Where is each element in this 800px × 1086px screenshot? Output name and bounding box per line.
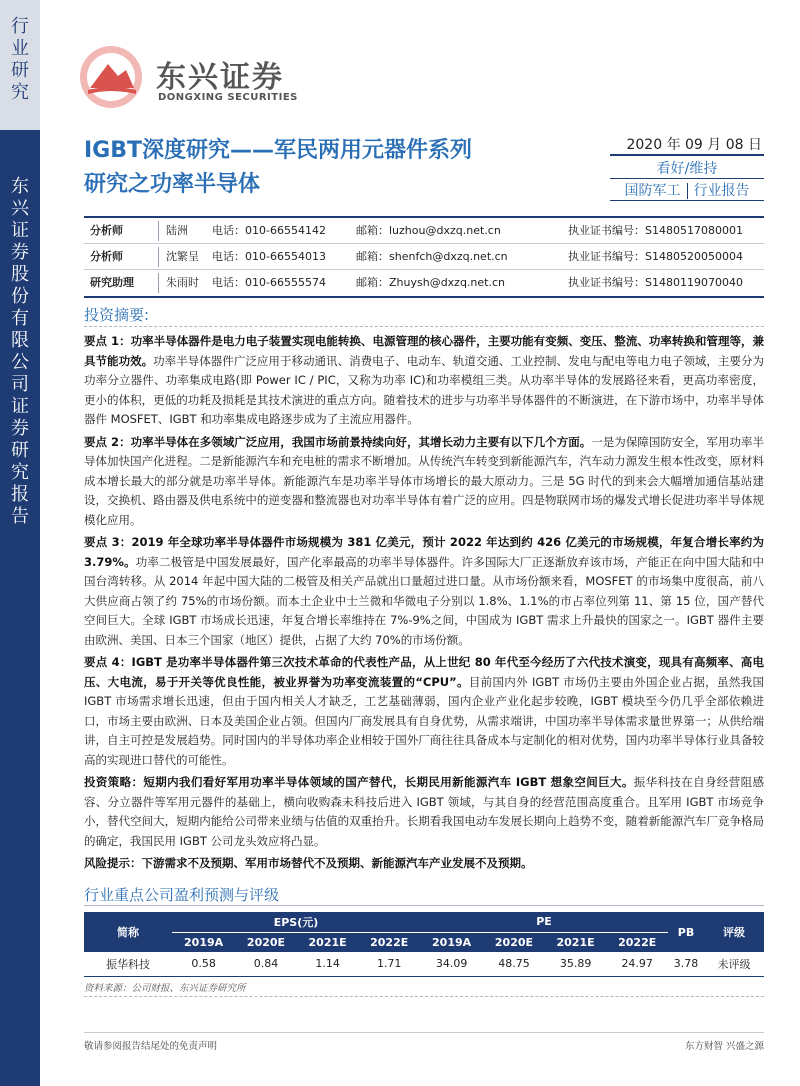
- header-year: 2022E: [358, 932, 420, 952]
- divider: [84, 996, 764, 997]
- divider: [610, 200, 764, 201]
- analyst-cert: 执业证书编号：S1480520050004: [568, 250, 743, 263]
- header-year: 2019A: [420, 932, 483, 952]
- divider: [158, 247, 159, 267]
- footer-slogan: 东方财智 兴盛之源: [684, 1041, 764, 1052]
- investment-strategy: [84, 773, 764, 851]
- sidebar-top: [0, 0, 40, 130]
- report-title: [84, 134, 584, 202]
- header-name: 简称: [84, 912, 172, 952]
- cell-eps: 0.58: [172, 952, 235, 976]
- cell-pe: 35.89: [545, 952, 607, 976]
- analyst-phone: 电话：010-66554142: [212, 224, 326, 237]
- point-heading: 要点 3：2019 年全球功率半导体器件市场规模为 381 亿美元，预计 2022 年达到约 426 亿美元的市场规模，年复合增长率约为 3.79%。: [84, 535, 764, 569]
- report-tags: [612, 180, 762, 200]
- header-pe: PE: [420, 912, 668, 932]
- point-heading: 要点 1：功率半导体器件是电力电子装置实现电能转换、电源管理的核心器件，主要功能有变频、变压、整流、功率转换和管理等，兼具节能功效。: [84, 334, 764, 368]
- header-year: 2021E: [545, 932, 607, 952]
- cell-company: 振华科技: [84, 952, 172, 976]
- tag-separator: [687, 183, 688, 199]
- cell-eps: 1.14: [297, 952, 359, 976]
- analyst-cert: 执业证书编号：S1480517080001: [568, 224, 743, 237]
- header-year: 2020E: [235, 932, 297, 952]
- tag-sector: 国防军工: [624, 183, 681, 199]
- analyst-phone: 电话：010-66554013: [212, 250, 326, 263]
- logo-mark-icon: [78, 44, 144, 110]
- divider: [610, 154, 764, 156]
- summary-title: 投资摘要:: [84, 306, 150, 324]
- summary-point-4: [84, 653, 764, 770]
- summary-point-2: [84, 433, 764, 531]
- footer-disclaimer: 敬请参阅报告结尾处的免责声明: [84, 1041, 218, 1052]
- header-year: 2021E: [297, 932, 359, 952]
- divider: [610, 178, 764, 179]
- analyst-row: [84, 244, 764, 270]
- logo-name-cn: 东兴证券: [156, 60, 284, 95]
- risk-warning: [84, 854, 764, 874]
- header-rating: 评级: [704, 912, 764, 952]
- point-heading: 要点 2：功率半导体在多领域广泛应用，我国市场前景持续向好，其增长动力主要有以下几个方面。: [84, 434, 592, 449]
- cell-pb: 3.78: [668, 952, 704, 976]
- analyst-name: 朱雨时: [166, 276, 199, 289]
- cell-pe: 34.09: [420, 952, 483, 976]
- point-heading: 投资策略：短期内我们看好军用功率半导体领域的国产替代，长期民用新能源汽车 IGBT 想象空间巨大。: [84, 775, 634, 789]
- company-logo: [78, 44, 358, 114]
- point-text: 振华科技在自身经营阻感容、分立器件等军用元器件的基础上，横向收购森未科技后进入 IGBT 领域，与其自身的经营范围高度重合。且军用 IGBT 市场竞争小，替代空间大，短期内能给公司带来业绩与估值的双重抬升。长期看我国电动车发展长期向上趋势不变，随着新能源汽车厂竞争格局的确定，我国民用 IGBT 公司龙头效应将凸显。: [84, 775, 764, 848]
- analyst-role: 研究助理: [90, 276, 134, 289]
- header-pb: PB: [668, 912, 704, 952]
- forecast-table: [84, 912, 764, 977]
- summary-point-3: [84, 533, 764, 650]
- analyst-email: 邮箱：shenfch@dxzq.net.cn: [356, 250, 508, 263]
- analyst-role: 分析师: [90, 250, 123, 263]
- logo-name-en: DONGXING SECURITIES: [158, 92, 298, 103]
- point-heading: 要点 4：IGBT 是功率半导体器件第三次技术革命的代表性产品，从上世纪 80 年代至今经历了六代技术演变，现具有高频率、高电压、大电流，易于开关等优良性能，被业界誉为功率变流装置的“CPU”。: [84, 655, 764, 689]
- analyst-name: 沈繁呈: [166, 250, 199, 263]
- analyst-email: 邮箱：Zhuysh@dxzq.net.cn: [356, 276, 506, 289]
- table-source: 资料来源：公司财报、东兴证券研究所: [84, 983, 246, 994]
- summary-point-1: [84, 332, 764, 430]
- analyst-table: [84, 216, 764, 298]
- divider: [84, 1032, 764, 1033]
- point-heading: 风险提示：下游需求不及预期、军用市场替代不及预期、新能源汽车产业发展不及预期。: [84, 856, 533, 870]
- sidebar-category-label: 行业研究: [11, 16, 29, 103]
- report-title-line1: IGBT深度研究——军民两用元器件系列: [84, 138, 473, 163]
- sidebar-company-label: 东兴证券股份有限公司证券研究报告: [11, 176, 29, 527]
- header-year: 2020E: [483, 932, 545, 952]
- point-text: 功率二极管是中国发展最好，国产化率最高的功率半导体器件。许多国际大厂正逐渐放弃该市场，产能正在向中国大陆和中国台湾转移。从 2014 年起中国大陆的二极管及相关产品就出口量超过进口量。从市场份额来看，MOSFET 的市场集中度很高，前八大供应商占领了约 75%的市场份额。而本土企业中士兰微和华微电子分别以 1.8%、1.1%的市占率位列第 11、第 15 位，国产替代空间巨大。全球 IGBT 市场成长迅速，年复合增长率维持在 7%-9%之间，中国成为 IGBT 需求上升最快的国家之一。IGBT 器件主要由欧洲、美国、日本三个国家（地区）提供，占据了大约 70%的市场份额。: [84, 554, 764, 647]
- header-year: 2022E: [606, 932, 668, 952]
- report-title-line2: 研究之功率半导体: [84, 172, 261, 197]
- header-eps: EPS(元): [172, 912, 420, 932]
- analyst-name: 陆洲: [166, 224, 188, 237]
- analyst-email: 邮箱：luzhou@dxzq.net.cn: [356, 224, 501, 237]
- cell-pe: 24.97: [606, 952, 668, 976]
- table-row: [84, 952, 764, 976]
- divider: [158, 273, 159, 293]
- rating-label: 看好/维持: [656, 161, 718, 177]
- analyst-cert: 执业证书编号：S1480119070040: [568, 276, 743, 289]
- report-date: 2020 年 09 月 08 日: [626, 137, 762, 153]
- divider: [84, 905, 764, 906]
- point-text: 一是为保障国防安全，军用功率半导体加快国产化进程。二是新能源汽车和充电桩的需求不断增加。从传统汽车转变到新能源汽车，汽车动力源发生根本性改变，原材料成本增长最大的部分就是功率半导体。新能源汽车是功率半导体市场增长的最大原动力。三是 5G 时代的到来会大幅增加通信基站建设，交换机、路由器及供电系统中的逆变器和整流器也对功率半导体有着广泛的应用。四是物联网市场的爆发式增长促进功率半导体规模化应用。: [84, 434, 764, 527]
- point-text: 功率半导体器件广泛应用于移动通讯、消费电子、电动车、轨道交通、工业控制、发电与配电等电力电子领域，主要分为功率分立器件、功率集成电路(即 Power IC / PIC，又称为功率 IC)和功率模组三类。从功率半导体的发展路径来看，更高功率密度，更小的体积，更低的功耗及损耗是其技术演进的重点方向。随着技术的进步与功率半导体器件的不断演进，在下游市场中，功率半导体器件 MOSFET、IGBT 和功率集成电路逐步成为了主流应用器件。: [84, 353, 764, 426]
- header-year: 2019A: [172, 932, 235, 952]
- cell-pe: 48.75: [483, 952, 545, 976]
- divider: [158, 221, 159, 241]
- divider: [84, 326, 764, 327]
- summary-body: [84, 332, 764, 877]
- forecast-table-title: 行业重点公司盈利预测与评级: [84, 886, 280, 904]
- analyst-role: 分析师: [90, 224, 123, 237]
- cell-rating: 未评级: [704, 952, 764, 976]
- tag-type: 行业报告: [693, 183, 750, 199]
- point-text: 目前国内外 IGBT 市场仍主要由外国企业占据，虽然我国 IGBT 市场需求增长迅速，但由于国内相关人才缺乏，工艺基础薄弱，国内企业产业化起步较晚，IGBT 模块至今仍几乎全部依赖进口，市场主要由欧洲、日本及美国企业占领。但国内厂商发展具有自身优势，从需求端讲，中国功率半导体需求量世界第一；从供给端讲，自主可控是发展趋势。同时国内的半导体功率企业相较于国外厂商往往具备成本与定制化的相对优势，国内功率半导体行业具备较高的实现进口替代的可能性。: [84, 674, 764, 767]
- cell-eps: 1.71: [358, 952, 420, 976]
- sidebar-main: [0, 130, 40, 1086]
- analyst-phone: 电话：010-66555574: [212, 276, 326, 289]
- cell-eps: 0.84: [235, 952, 297, 976]
- analyst-row: [84, 218, 764, 244]
- analyst-row: [84, 270, 764, 296]
